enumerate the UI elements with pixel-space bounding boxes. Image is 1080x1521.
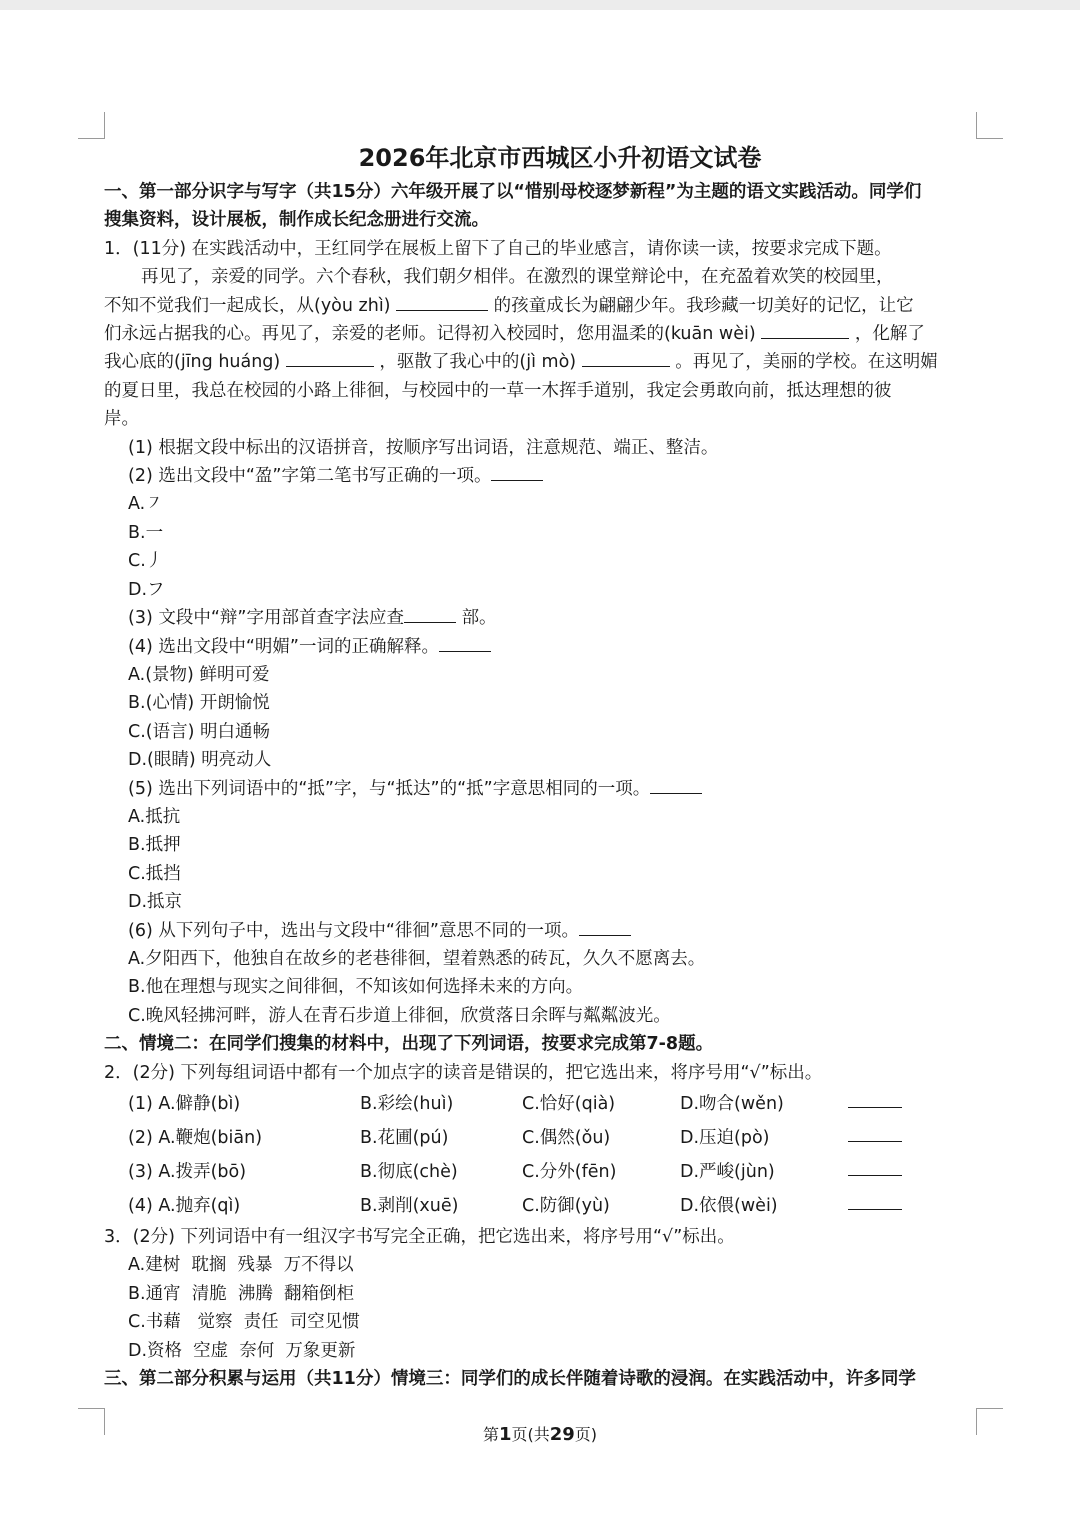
passage-line: 再见了，亲爱的同学。六个春秋，我们朝夕相伴。在激烈的课堂辩论中，在充盈着欢笑的校园里， — [141, 267, 894, 288]
q2-row — [104, 1155, 1016, 1189]
answer-blank[interactable] — [286, 348, 374, 367]
answer-blank[interactable] — [848, 1087, 902, 1108]
answer-blank[interactable] — [439, 633, 491, 652]
answer-blank[interactable] — [848, 1121, 902, 1142]
option: A.夕阳西下，他独自在故乡的老巷徘徊，望着熟悉的砖瓦，久久不愿离去。 — [128, 948, 706, 969]
option-c: C.防御(yù) — [522, 1196, 610, 1216]
option: C.(语言) 明白通畅 — [128, 721, 270, 742]
passage-text: ，驱散了我心中的(jì mò) — [379, 352, 577, 373]
option-d: D.依偎(wèi) — [680, 1196, 778, 1216]
passage-line: 的夏日里，我总在校园的小路上徘徊，与校园中的一草一木挥手道别，我定会勇敢向前，抵达理想的彼 — [104, 380, 892, 401]
option: C.书藉 觉察 责任 司空见惯 — [128, 1312, 360, 1333]
q2-row — [104, 1121, 1016, 1155]
option: B.通宵 清脆 沸腾 翻箱倒柜 — [128, 1283, 354, 1304]
option-b: B.剥削(xuē) — [360, 1196, 459, 1216]
option-a: (2) A.鞭炮(biān) — [128, 1128, 263, 1148]
option-d: D.吻合(wěn) — [680, 1094, 784, 1114]
answer-blank[interactable] — [848, 1155, 902, 1176]
question-text: (3) 文段中“辩”字用部首查字法应查 — [128, 608, 404, 629]
q1-sub6 — [104, 917, 1016, 945]
q1-sub4 — [104, 633, 1016, 661]
footer-text: 第 — [482, 1425, 499, 1444]
option: B.他在理想与现实之间徘徊，不知该如何选择未来的方向。 — [128, 977, 584, 998]
option: A.建树 耽搁 残暴 万不得以 — [128, 1255, 354, 1276]
option-b: B.花圃(pú) — [360, 1128, 449, 1148]
section1-heading-cont: 搜集资料，设计展板，制作成长纪念册进行交流。 — [104, 210, 489, 231]
q1-sub5 — [104, 775, 1016, 803]
option: B.一 — [128, 522, 164, 543]
question-text: (6) 从下列句子中，选出与文段中“徘徊”意思不同的一项。 — [128, 920, 579, 941]
total-pages: 29 — [549, 1424, 575, 1445]
option: A.㇇ — [128, 494, 163, 515]
option: C.丿 — [128, 551, 164, 572]
passage-text: 。再见了，美丽的学校。在这明媚 — [675, 352, 938, 373]
option: C.晚风轻拂河畔，游人在青石步道上徘徊，欣赏落日余晖与粼粼波光。 — [128, 1005, 671, 1026]
option: A.抵抗 — [128, 806, 181, 827]
option-a: (4) A.抛弃(qì) — [128, 1196, 241, 1216]
exam-page — [104, 140, 1016, 1393]
footer-text: 页(共 — [511, 1425, 550, 1444]
q2-row — [104, 1087, 1016, 1121]
passage-line: 岸。 — [104, 409, 139, 430]
option-b: B.彩绘(huì) — [360, 1094, 454, 1114]
q1-sub2 — [104, 462, 1016, 490]
option: D.抵京 — [128, 892, 183, 913]
option-b: B.彻底(chè) — [360, 1162, 458, 1182]
q1-intro: 1．(11分) 在实践活动中，王红同学在展板上留下了自己的毕业感言，请你读一读，按要求完成下题。 — [104, 238, 892, 259]
question-text: (4) 选出文段中“明媚”一词的正确解释。 — [128, 636, 439, 657]
footer-text: 页) — [574, 1425, 598, 1444]
answer-blank[interactable] — [848, 1189, 902, 1210]
section3-heading: 三、第二部分积累与运用（共11分）情境三：同学们的成长伴随着诗歌的浸润。在实践活动中，许多同学 — [104, 1369, 916, 1390]
option-c: C.偶然(ǒu) — [522, 1128, 611, 1148]
passage-text: 的孩童成长为翩翩少年。我珍藏一切美好的记忆，让它 — [493, 295, 914, 316]
answer-blank[interactable] — [491, 462, 543, 481]
q3-intro: 3．(2分) 下列词语中有一组汉字书写完全正确，把它选出来，将序号用“√”标出。 — [104, 1227, 735, 1247]
option-a: (3) A.拨弄(bō) — [128, 1162, 247, 1182]
section2-heading: 二、情境二：在同学们搜集的材料中，出现了下列词语，按要求完成第7-8题。 — [104, 1034, 714, 1055]
passage-text: 们永远占据我的心。再见了，亲爱的老师。记得初入校园时，您用温柔的(kuān wèi) — [104, 324, 756, 345]
crop-mark-top-right — [976, 112, 1003, 139]
option-d: D.严峻(jùn) — [680, 1162, 775, 1182]
option: B.(心情) 开朗愉悦 — [128, 693, 270, 714]
q2-row — [104, 1189, 1016, 1223]
question-text: (5) 选出下列词语中的“抵”字，与“抵达”的“抵”字意思相同的一项。 — [128, 778, 651, 799]
option-c: C.恰好(qià) — [522, 1094, 616, 1114]
passage-text: 我心底的(jīng huáng) — [104, 352, 281, 373]
crop-mark-top-left — [78, 112, 105, 139]
option: A.(景物) 鲜明可爱 — [128, 664, 270, 685]
passage-line — [104, 320, 1016, 348]
option: D.フ — [128, 579, 165, 600]
option: D.资格 空虚 奈何 万象更新 — [128, 1340, 356, 1361]
q1-sub3 — [104, 604, 1016, 632]
answer-blank[interactable] — [396, 292, 488, 311]
option: D.(眼睛) 明亮动人 — [128, 750, 272, 771]
section1-heading: 一、第一部分识字与写字（共15分）六年级开展了以“惜别母校逐梦新程”为主题的语文实践活动。同学们 — [104, 182, 922, 202]
page-title: 2026年北京市西城区小升初语文试卷 — [358, 144, 762, 172]
passage-text: ，化解了 — [854, 324, 925, 345]
option-a: (1) A.僻静(bì) — [128, 1094, 241, 1114]
q1-sub1: (1) 根据文段中标出的汉语拼音，按顺序写出词语，注意规范、端正、整洁。 — [128, 437, 719, 458]
q2-intro: 2．(2分) 下列每组词语中都有一个加点字的读音是错误的，把它选出来，将序号用“√”标出。 — [104, 1062, 823, 1083]
option-c: C.分外(fēn) — [522, 1162, 617, 1182]
answer-blank[interactable] — [404, 604, 456, 623]
option-d: D.压迫(pò) — [680, 1128, 770, 1148]
passage-line — [104, 292, 1016, 320]
top-bar — [0, 0, 1080, 10]
passage-text: 不知不觉我们一起成长，从(yòu zhì) — [104, 295, 391, 316]
option: B.抵押 — [128, 835, 181, 856]
answer-blank[interactable] — [579, 917, 631, 936]
page-footer — [0, 1422, 1080, 1448]
passage-line — [104, 348, 1016, 376]
question-text: (2) 选出文段中“盈”字第二笔书写正确的一项。 — [128, 466, 492, 487]
answer-blank[interactable] — [582, 348, 670, 367]
page-number: 1 — [498, 1424, 512, 1445]
answer-blank[interactable] — [761, 320, 849, 339]
option: C.抵挡 — [128, 863, 181, 884]
answer-blank[interactable] — [650, 775, 702, 794]
question-text: 部。 — [461, 608, 497, 629]
